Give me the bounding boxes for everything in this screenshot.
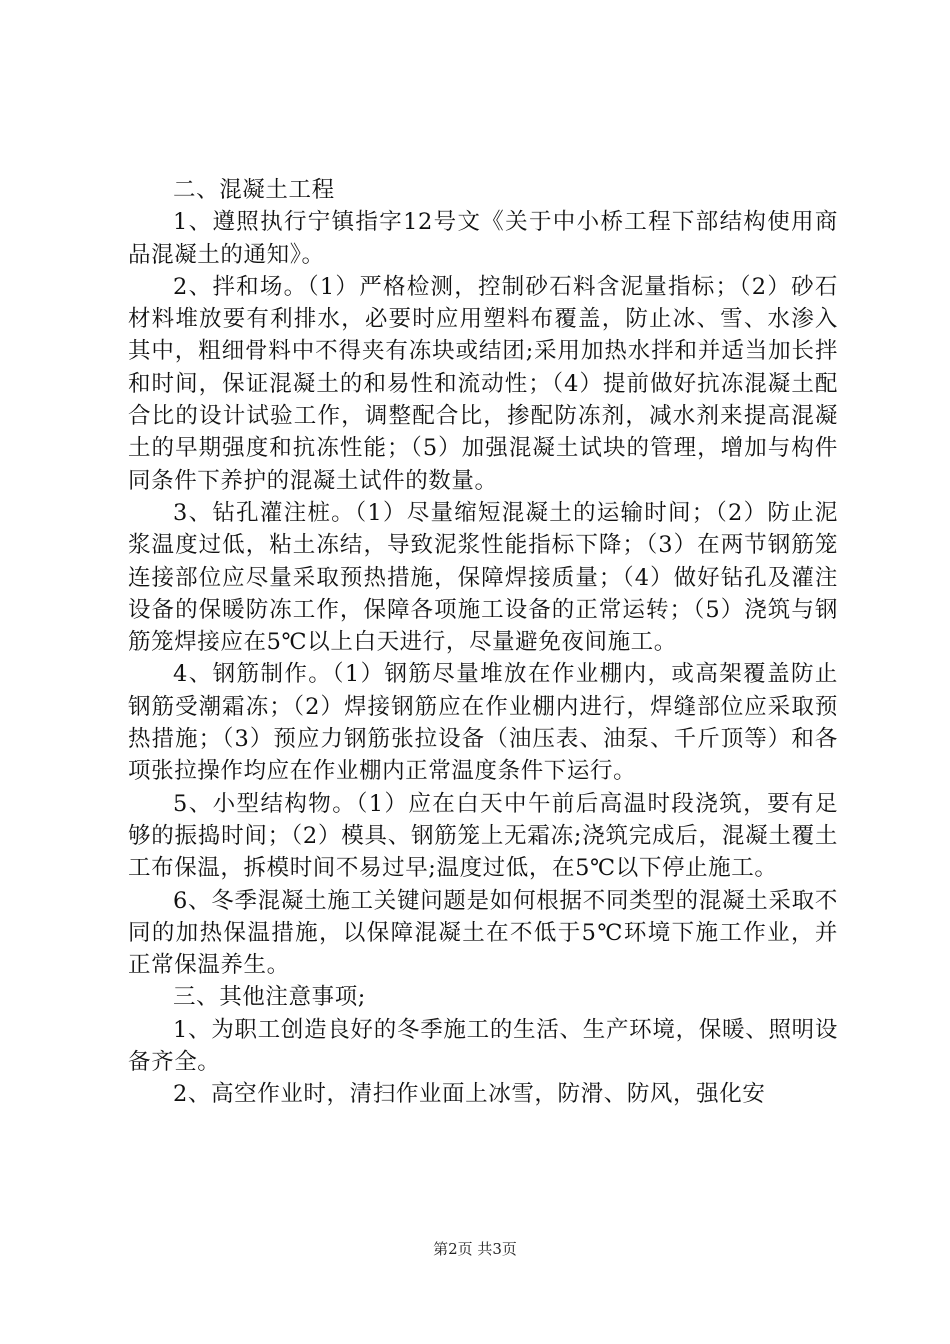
document-body <box>128 174 838 1111</box>
paragraph-item-4: 4、钢筋制作。（1）钢筋尽量堆放在作业棚内，或高架覆盖防止钢筋受潮霜冻；（2）焊接钢筋应在作业棚内进行，焊缝部位应采取预热措施；（3）预应力钢筋张拉设备（油压表、油泵、千斤顶等）和各项张拉操作均应在作业棚内正常温度条件下运行。 <box>128 661 838 785</box>
paragraph-item-2: 2、拌和场。（1）严格检测，控制砂石料含泥量指标；（2）砂石材料堆放要有利排水，必要时应用塑料布覆盖，防止冰、雪、水渗入其中，粗细骨料中不得夹有冻块或结团;采用加热水拌和并适当加长拌和时间，保证混凝土的和易性和流动性；（4）提前做好抗冻混凝土配合比的设计试验工作，调整配合比，掺配防冻剂，减水剂来提高混凝土的早期强度和抗冻性能；（5）加强混凝土试块的管理，增加与构件同条件下养护的混凝土试件的数量。 <box>128 273 838 494</box>
paragraph-item-6: 6、冬季混凝土施工关键问题是如何根据不同类型的混凝土采取不同的加热保温措施，以保障混凝土在不低于5℃环境下施工作业，并正常保温养生。 <box>128 887 838 979</box>
paragraph-other-1: 1、为职工创造良好的冬季施工的生活、生产环境，保暖、照明设备齐全。 <box>128 1016 838 1076</box>
paragraph-item-1: 1、遵照执行宁镇指字12号文《关于中小桥工程下部结构使用商品混凝土的通知》。 <box>128 209 838 268</box>
paragraph-item-5: 5、小型结构物。（1）应在白天中午前后高温时段浇筑，要有足够的振捣时间；（2）模具、钢筋笼上无霜冻;浇筑完成后，混凝土覆土工布保温，拆模时间不易过早;温度过低，在5℃以下停止施工。 <box>128 790 838 882</box>
page-footer: 第2页 共3页 <box>433 1240 517 1258</box>
paragraph-item-3: 3、钻孔灌注桩。（1）尽量缩短混凝土的运输时间；（2）防止泥浆温度过低，粘土冻结，导致泥浆性能指标下降；（3）在两节钢筋笼连接部位应尽量采取预热措施，保障焊接质量；（4）做好钻孔及灌注设备的保暖防冻工作，保障各项施工设备的正常运转；（5）浇筑与钢筋笼焊接应在5℃以上白天进行，尽量避免夜间施工。 <box>128 499 838 656</box>
section-heading-other: 三、其他注意事项; <box>173 984 366 1011</box>
paragraph-other-2: 2、高空作业时，清扫作业面上冰雪，防滑、防风，强化安 <box>173 1081 766 1108</box>
section-heading-concrete: 二、混凝土工程 <box>173 177 335 203</box>
